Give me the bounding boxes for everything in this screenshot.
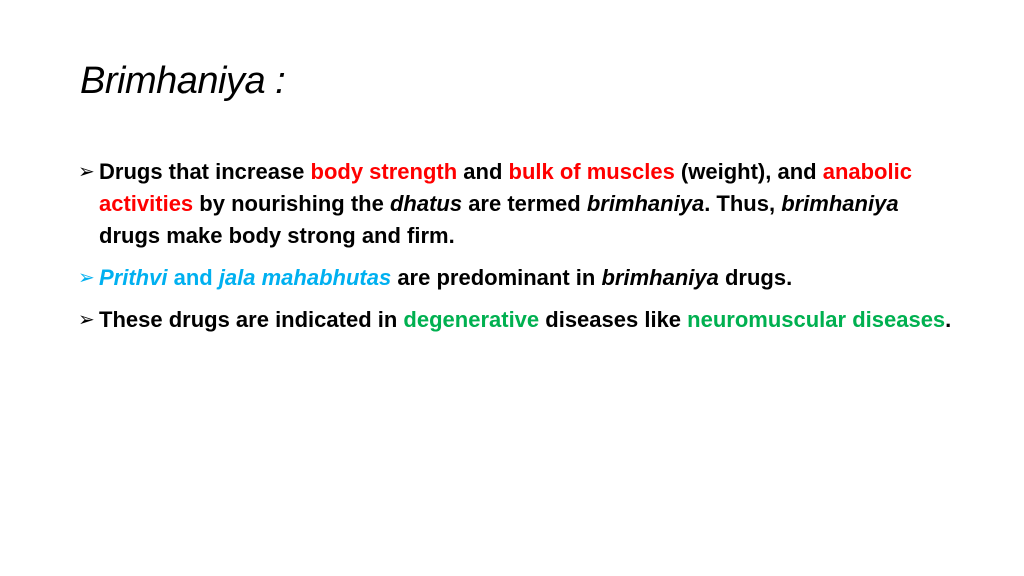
bullet-text-segment: by nourishing the [193, 191, 390, 216]
bullet-text-segment: and [167, 265, 219, 290]
title-suffix: : [265, 60, 286, 102]
bullet-text-segment: degenerative [403, 307, 540, 332]
arrow-bullet-icon: ➢ [78, 267, 95, 289]
bullet-text-segment: bulk of muscles [508, 159, 675, 184]
bullet-text-segment: These drugs are indicated in [99, 307, 404, 332]
bullet-text-segment: and [457, 159, 509, 184]
arrow-bullet-icon: ➢ [78, 161, 95, 183]
bullet-text-segment: . [945, 307, 952, 332]
bullet-text-segment: drugs make body strong and firm. [99, 223, 455, 248]
title-text: Brimhaniya [80, 60, 266, 102]
bullet-text-segment: . Thus, [704, 191, 782, 216]
bullet-text-segment: neuromuscular diseases [687, 307, 946, 332]
bullet-text-segment: drugs. [718, 265, 793, 290]
slide-title [80, 60, 285, 103]
bullet-text-segment: Prithvi [99, 265, 168, 290]
bullet-text-segment: are termed [462, 191, 587, 216]
bullet-text-segment: diseases like [539, 307, 688, 332]
bullet-text-segment: (weight), and [674, 159, 823, 184]
bullet-text-segment: Drugs that increase [99, 159, 311, 184]
arrow-bullet-icon: ➢ [78, 309, 95, 331]
bullet-text-segment: brimhaniya [781, 191, 899, 216]
bullet-item [78, 304, 958, 336]
bullet-list [78, 156, 958, 346]
bullet-text-segment: brimhaniya [601, 265, 719, 290]
bullet-text-segment: anabolic activities [99, 159, 912, 216]
bullet-text-segment: jala mahabhutas [218, 265, 392, 290]
bullet-text-segment: brimhaniya [586, 191, 705, 216]
bullet-item [78, 156, 958, 252]
bullet-text-segment: body strength [310, 159, 458, 184]
bullet-text-segment: dhatus [389, 191, 463, 216]
bullet-item [78, 262, 958, 294]
bullet-text-segment: are predominant in [391, 265, 602, 290]
